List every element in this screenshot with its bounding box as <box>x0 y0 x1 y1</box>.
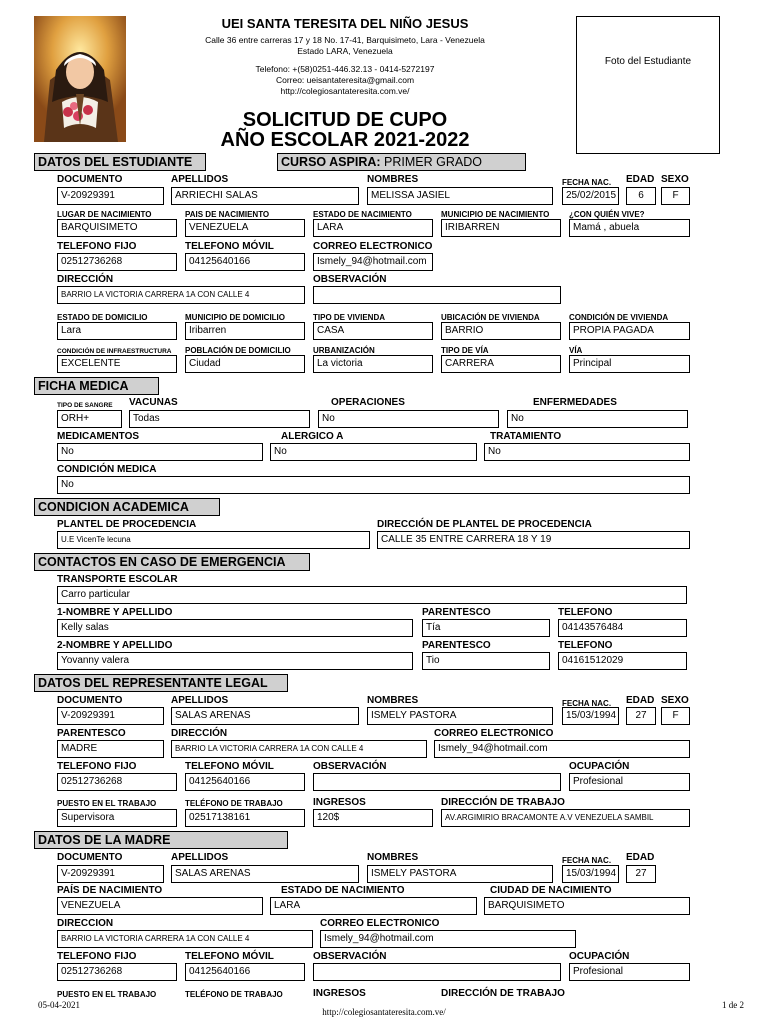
field-madre-estado[interactable]: LARA <box>270 897 477 915</box>
field-tratamiento[interactable]: No <box>484 443 690 461</box>
label-urbanizacion: URBANIZACIÓN <box>313 346 375 355</box>
field-madre-telefono-fijo[interactable]: 02512736268 <box>57 963 177 981</box>
section-academic: CONDICION ACADEMICA <box>34 498 220 516</box>
label-plantel: PLANTEL DE PROCEDENCIA <box>57 519 197 530</box>
label-madre-ingresos: INGRESOS <box>313 988 366 999</box>
field-parentesco1[interactable]: Tía <box>422 619 550 637</box>
label-edad: EDAD <box>626 174 655 185</box>
field-sexo[interactable]: F <box>661 187 690 205</box>
field-apellidos[interactable]: ARRIECHI SALAS <box>171 187 359 205</box>
field-telefono-fijo[interactable]: 02512736268 <box>57 253 177 271</box>
field-correo[interactable]: Ismely_94@hotmail.com <box>313 253 433 271</box>
label-via: VÍA <box>569 346 583 355</box>
field-observacion[interactable] <box>313 286 561 304</box>
label-rep-telefono-movil: TELEFONO MÓVIL <box>185 761 274 772</box>
field-via[interactable]: Principal <box>569 355 690 373</box>
field-madre-direccion[interactable]: BARRIO LA VICTORIA CARRERA 1A CON CALLE 4 <box>57 930 313 948</box>
label-documento: DOCUMENTO <box>57 174 123 185</box>
footer-page: 1 de 2 <box>722 1000 744 1010</box>
label-nombre2: 2-NOMBRE Y APELLIDO <box>57 640 173 651</box>
field-madre-observacion[interactable] <box>313 963 561 981</box>
label-telefono2: TELEFONO <box>558 640 613 651</box>
field-alergico[interactable]: No <box>270 443 477 461</box>
field-rep-documento[interactable]: V-20929391 <box>57 707 164 725</box>
field-rep-fecha-nac[interactable]: 15/03/1994 <box>562 707 619 725</box>
section-representative: DATOS DEL REPRESENTANTE LEGAL <box>34 674 288 692</box>
label-madre-fecha-nac: FECHA NAC. <box>562 856 612 865</box>
field-rep-puesto[interactable]: Supervisora <box>57 809 177 827</box>
label-telefono-movil: TELEFONO MÓVIL <box>185 241 274 252</box>
label-madre-estado: ESTADO DE NACIMIENTO <box>281 885 405 896</box>
field-rep-telefono-fijo[interactable]: 02512736268 <box>57 773 177 791</box>
field-madre-nombres[interactable]: ISMELY PASTORA <box>367 865 553 883</box>
label-direccion: DIRECCIÓN <box>57 274 114 285</box>
field-madre-pais[interactable]: VENEZUELA <box>57 897 263 915</box>
label-telefono1: TELEFONO <box>558 607 613 618</box>
label-poblacion-domicilio: POBLACIÓN DE DOMICILIO <box>185 346 291 355</box>
label-rep-observacion: OBSERVACIÓN <box>313 761 387 772</box>
label-madre-correo: CORREO ELECTRONICO <box>320 918 440 929</box>
label-fecha-nac: FECHA NAC. <box>562 178 612 187</box>
label-madre-ocupacion: OCUPACIÓN <box>569 951 630 962</box>
label-telefono-fijo: TELEFONO FIJO <box>57 241 137 252</box>
field-rep-ocupacion[interactable]: Profesional <box>569 773 690 791</box>
field-rep-correo[interactable]: Ismely_94@hotmail.com <box>434 740 690 758</box>
form-subtitle: AÑO ESCOLAR 2021-2022 <box>220 129 470 151</box>
label-operaciones: OPERACIONES <box>331 397 405 408</box>
label-madre-pais: PAÍS DE NACIMIENTO <box>57 885 163 896</box>
field-telefono2[interactable]: 04161512029 <box>558 652 687 670</box>
label-vacunas: VACUNAS <box>129 397 178 408</box>
label-medicamentos: MEDICAMENTOS <box>57 431 140 442</box>
field-madre-ocupacion[interactable]: Profesional <box>569 963 690 981</box>
school-email: Correo: ueisantateresita@gmail.com <box>275 75 415 85</box>
label-tipo-via: TIPO DE VÍA <box>441 346 489 355</box>
label-madre-direccion: DIRECCION <box>57 918 114 929</box>
field-telefono-movil[interactable]: 04125640166 <box>185 253 305 271</box>
label-municipio-nacimiento: MUNICIPIO DE NACIMIENTO <box>441 210 550 219</box>
field-rep-direccion-trabajo[interactable]: AV.ARGIMIRIO BRACAMONTE A.V VENEZUELA SAMBIL <box>441 809 690 827</box>
field-poblacion-domicilio[interactable]: Ciudad <box>185 355 305 373</box>
label-madre-telefono-trabajo: TELÉFONO DE TRABAJO <box>185 990 283 999</box>
field-direccion[interactable]: BARRIO LA VICTORIA CARRERA 1A CON CALLE 4 <box>57 286 305 304</box>
field-madre-telefono-movil[interactable]: 04125640166 <box>185 963 305 981</box>
field-vacunas[interactable]: Todas <box>129 410 310 428</box>
school-phone: Telefono: +(58)0251-446.32.13 - 0414-5272197 <box>255 64 435 74</box>
label-rep-direccion: DIRECCIÓN <box>171 728 228 739</box>
curso-aspira <box>277 153 526 171</box>
label-parentesco2: PARENTESCO <box>422 640 491 651</box>
field-rep-edad[interactable]: 27 <box>626 707 656 725</box>
section-student: DATOS DEL ESTUDIANTE <box>34 153 206 171</box>
label-rep-telefono-trabajo: TELÉFONO DE TRABAJO <box>185 799 283 808</box>
field-rep-telefono-trabajo[interactable]: 02517138161 <box>185 809 305 827</box>
field-transporte[interactable]: Carro particular <box>57 586 687 604</box>
label-rep-puesto: PUESTO EN EL TRABAJO <box>57 799 157 808</box>
label-direccion-plantel: DIRECCIÓN DE PLANTEL DE PROCEDENCIA <box>377 519 592 530</box>
footer-date: 05-04-2021 <box>38 1000 80 1010</box>
field-rep-nombres[interactable]: ISMELY PASTORA <box>367 707 553 725</box>
label-rep-edad: EDAD <box>626 695 655 706</box>
label-alergico: ALERGICO A <box>281 431 344 442</box>
section-mother: DATOS DE LA MADRE <box>34 831 288 849</box>
field-rep-observacion[interactable] <box>313 773 561 791</box>
label-rep-documento: DOCUMENTO <box>57 695 123 706</box>
label-madre-edad: EDAD <box>626 852 655 863</box>
label-rep-nombres: NOMBRES <box>367 695 419 706</box>
field-enfermedades[interactable]: No <box>507 410 688 428</box>
field-madre-apellidos[interactable]: SALAS ARENAS <box>171 865 359 883</box>
field-nombre2[interactable]: Yovanny valera <box>57 652 413 670</box>
curso-aspira-value: PRIMER GRADO <box>384 155 482 169</box>
label-tipo-sangre: TIPO DE SANGRE <box>57 402 113 409</box>
label-rep-parentesco: PARENTESCO <box>57 728 126 739</box>
label-madre-apellidos: APELLIDOS <box>171 852 229 863</box>
field-documento[interactable]: V-20929391 <box>57 187 164 205</box>
field-rep-sexo[interactable]: F <box>661 707 690 725</box>
saint-portrait-image <box>34 16 126 142</box>
field-rep-direccion[interactable]: BARRIO LA VICTORIA CARRERA 1A CON CALLE 4 <box>171 740 427 758</box>
field-medicamentos[interactable]: No <box>57 443 263 461</box>
field-condicion-infraestructura[interactable]: EXCELENTE <box>57 355 177 373</box>
label-madre-direccion-trabajo: DIRECCIÓN DE TRABAJO <box>441 988 565 999</box>
field-edad[interactable]: 6 <box>626 187 656 205</box>
field-tipo-sangre[interactable]: ORH+ <box>57 410 122 428</box>
label-tratamiento: TRATAMIENTO <box>490 431 562 442</box>
label-condicion-vivienda: CONDICIÓN DE VIVIENDA <box>569 313 669 322</box>
field-madre-ciudad[interactable]: BARQUISIMETO <box>484 897 690 915</box>
field-rep-telefono-movil[interactable]: 04125640166 <box>185 773 305 791</box>
field-direccion-plantel[interactable]: CALLE 35 ENTRE CARRERA 18 Y 19 <box>377 531 690 549</box>
student-photo-box <box>576 16 720 154</box>
label-rep-direccion-trabajo: DIRECCIÓN DE TRABAJO <box>441 797 565 808</box>
label-estado-domicilio: ESTADO DE DOMICILIO <box>57 313 148 322</box>
label-parentesco1: PARENTESCO <box>422 607 491 618</box>
label-rep-telefono-fijo: TELEFONO FIJO <box>57 761 137 772</box>
field-municipio-nacimiento[interactable]: IRIBARREN <box>441 219 561 237</box>
field-tipo-vivienda[interactable]: CASA <box>313 322 433 340</box>
label-madre-telefono-movil: TELEFONO MÓVIL <box>185 951 274 962</box>
label-enfermedades: ENFERMEDADES <box>533 397 617 408</box>
label-rep-fecha-nac: FECHA NAC. <box>562 699 612 708</box>
label-observacion: OBSERVACIÓN <box>313 274 387 285</box>
field-rep-ingresos[interactable]: 120$ <box>313 809 433 827</box>
field-nombres[interactable]: MELISSA JASIEL <box>367 187 553 205</box>
field-estado-nacimiento[interactable]: LARA <box>313 219 433 237</box>
field-fecha-nac[interactable]: 25/02/2015 <box>562 187 619 205</box>
label-condicion-infraestructura: CONDICIÓN DE INFRAESTRUCTURA <box>57 348 172 355</box>
field-parentesco2[interactable]: Tio <box>422 652 550 670</box>
field-condicion-medica[interactable]: No <box>57 476 690 494</box>
label-rep-ocupacion: OCUPACIÓN <box>569 761 630 772</box>
field-madre-correo[interactable]: Ismely_94@hotmail.com <box>320 930 576 948</box>
field-condicion-vivienda[interactable]: PROPIA PAGADA <box>569 322 690 340</box>
label-madre-telefono-fijo: TELEFONO FIJO <box>57 951 137 962</box>
label-madre-documento: DOCUMENTO <box>57 852 123 863</box>
field-lugar-nacimiento[interactable]: BARQUISIMETO <box>57 219 177 237</box>
label-rep-apellidos: APELLIDOS <box>171 695 229 706</box>
label-madre-ciudad: CIUDAD DE NACIMIENTO <box>490 885 612 896</box>
curso-aspira-label: CURSO ASPIRA: <box>281 155 381 169</box>
label-pais-nacimiento: PAIS DE NACIMIENTO <box>185 210 270 219</box>
label-ubicacion-vivienda: UBICACIÓN DE VIVIENDA <box>441 313 540 322</box>
label-municipio-domicilio: MUNICIPIO DE DOMICILIO <box>185 313 285 322</box>
field-pais-nacimiento[interactable]: VENEZUELA <box>185 219 305 237</box>
field-madre-edad[interactable]: 27 <box>626 865 656 883</box>
field-nombre1[interactable]: Kelly salas <box>57 619 413 637</box>
label-sexo: SEXO <box>661 174 689 185</box>
field-rep-apellidos[interactable]: SALAS ARENAS <box>171 707 359 725</box>
label-madre-puesto: PUESTO EN EL TRABAJO <box>57 990 157 999</box>
section-medical: FICHA MEDICA <box>34 377 159 395</box>
school-name: UEI SANTA TERESITA DEL NIÑO JESUS <box>221 16 469 31</box>
field-con-quien-vive[interactable]: Mamá , abuela <box>569 219 690 237</box>
field-plantel[interactable]: U.E VicenTe lecuna <box>57 531 370 549</box>
label-correo: CORREO ELECTRONICO <box>313 241 433 252</box>
label-apellidos: APELLIDOS <box>171 174 229 185</box>
label-rep-correo: CORREO ELECTRONICO <box>434 728 554 739</box>
field-operaciones[interactable]: No <box>318 410 499 428</box>
label-lugar-nacimiento: LUGAR DE NACIMIENTO <box>57 210 152 219</box>
field-municipio-domicilio[interactable]: Iribarren <box>185 322 305 340</box>
field-madre-documento[interactable]: V-20929391 <box>57 865 164 883</box>
field-madre-fecha-nac[interactable]: 15/03/1994 <box>562 865 619 883</box>
photo-label: Foto del Estudiante <box>604 56 692 67</box>
label-transporte: TRANSPORTE ESCOLAR <box>57 574 178 585</box>
school-address: Calle 36 entre carreras 17 y 18 No. 17-41, Barquisimeto, Lara - Venezuela <box>205 35 485 45</box>
field-rep-parentesco[interactable]: MADRE <box>57 740 164 758</box>
field-estado-domicilio[interactable]: Lara <box>57 322 177 340</box>
field-urbanizacion[interactable]: La victoria <box>313 355 433 373</box>
footer-url: http://colegiosantateresita.com.ve/ <box>322 1007 446 1017</box>
label-nombres: NOMBRES <box>367 174 419 185</box>
label-tipo-vivienda: TIPO DE VIVIENDA <box>313 313 386 322</box>
label-con-quien-vive: ¿CON QUIÉN VIVE? <box>569 210 645 219</box>
field-tipo-via[interactable]: CARRERA <box>441 355 561 373</box>
label-madre-observacion: OBSERVACIÓN <box>313 951 387 962</box>
section-emergency: CONTACTOS EN CASO DE EMERGENCIA <box>34 553 310 571</box>
label-madre-nombres: NOMBRES <box>367 852 419 863</box>
form-title: SOLICITUD DE CUPO <box>242 109 448 131</box>
label-condicion-medica: CONDICIÓN MEDICA <box>57 464 157 475</box>
label-rep-sexo: SEXO <box>661 695 689 706</box>
field-ubicacion-vivienda[interactable]: BARRIO <box>441 322 561 340</box>
school-website: http://colegiosantateresita.com.ve/ <box>280 86 410 96</box>
label-nombre1: 1-NOMBRE Y APELLIDO <box>57 607 173 618</box>
school-state: Estado LARA, Venezuela <box>297 46 393 56</box>
label-estado-nacimiento: ESTADO DE NACIMIENTO <box>313 210 412 219</box>
field-telefono1[interactable]: 04143576484 <box>558 619 687 637</box>
label-rep-ingresos: INGRESOS <box>313 797 366 808</box>
